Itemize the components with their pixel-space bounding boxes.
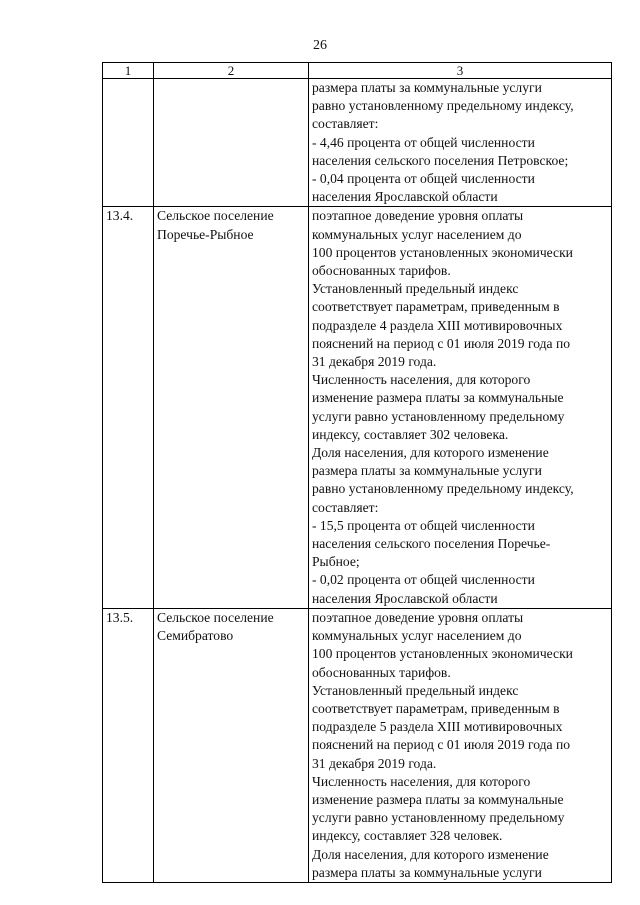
description-line: населения сельского поселения Поречье- (312, 536, 551, 552)
settlement-name-line: Поречье-Рыбное (157, 226, 254, 242)
description-line: Установленный предельный индекс (312, 281, 519, 297)
description-line: - 0,02 процента от общей численности (312, 572, 535, 588)
description-line: обоснованных тарифов. (312, 664, 451, 680)
description-line: Численность населения, для которого (312, 773, 531, 789)
description-line: 100 процентов установленных экономически (312, 244, 573, 260)
row-description (309, 207, 612, 608)
table-header-row (103, 63, 612, 79)
settlement-name-line: Семибратово (157, 628, 234, 644)
settlement-name (154, 79, 309, 207)
description-line: равно установленному предельному индексу, (312, 98, 574, 114)
description-line: 31 декабря 2019 года. (312, 755, 437, 771)
description-line: поэтапное доведение уровня оплаты (312, 208, 524, 224)
description-line: размера платы за коммунальные услуги (312, 80, 542, 95)
description-line: составляет: (312, 116, 379, 132)
description-line: поэтапное доведение уровня оплаты (312, 609, 524, 625)
description-line: коммунальных услуг населением до (312, 628, 522, 644)
description-line: коммунальных услуг населением до (312, 226, 522, 242)
description-line: услуги равно установленному предельному (312, 810, 565, 826)
description-line: обоснованных тарифов. (312, 263, 451, 279)
description-line: услуги равно установленному предельному (312, 408, 565, 424)
description-line: изменение размера платы за коммунальные (312, 791, 564, 807)
description-line: составляет: (312, 499, 379, 515)
description-line: изменение размера платы за коммунальные (312, 390, 564, 406)
settlement-name-line: Сельское поселение (157, 609, 274, 625)
table-row (103, 207, 612, 608)
row-number: 13.5. (103, 608, 154, 882)
settlement-name-line: Сельское поселение (157, 208, 274, 224)
description-line: 31 декабря 2019 года. (312, 354, 437, 370)
description-line: индексу, составляет 302 человека. (312, 426, 509, 442)
description-line: 100 процентов установленных экономически (312, 646, 573, 662)
page-number: 26 (313, 38, 327, 53)
description-line: Рыбное; (312, 554, 360, 570)
column-header-3: 3 (309, 63, 612, 79)
description-line: - 4,46 процента от общей численности (312, 134, 535, 150)
description-line: - 15,5 процента от общей численности (312, 517, 535, 533)
table-row (103, 608, 612, 882)
description-line: размера платы за коммунальные услуги (312, 463, 542, 479)
column-header-2: 2 (154, 63, 309, 79)
description-line: - 0,04 процента от общей численности (312, 171, 535, 187)
description-line: пояснений на период с 01 июля 2019 года по (312, 737, 571, 753)
description-line: Доля населения, для которого изменение (312, 846, 549, 862)
description-line: равно установленному предельному индексу, (312, 481, 574, 497)
description-line: индексу, составляет 328 человек. (312, 828, 503, 844)
description-line: соответствует параметрам, приведенным в (312, 700, 560, 716)
description-line: населения Ярославской области (312, 189, 498, 205)
description-line: населения Ярославской области (312, 590, 498, 606)
description-line: соответствует параметрам, приведенным в (312, 299, 560, 315)
description-line: подразделе 5 раздела XIII мотивировочных (312, 719, 563, 735)
description-line: Численность населения, для которого (312, 372, 531, 388)
row-description (309, 608, 612, 882)
description-line: Доля населения, для которого изменение (312, 445, 549, 461)
settlement-name (154, 608, 309, 882)
description-line: населения сельского поселения Петровское; (312, 152, 569, 168)
tariff-table (102, 62, 612, 883)
row-description (309, 79, 612, 207)
column-header-1: 1 (103, 63, 154, 79)
table-row (103, 79, 612, 207)
description-line: размера платы за коммунальные услуги (312, 864, 542, 880)
description-line: подразделе 4 раздела XIII мотивировочных (312, 317, 563, 333)
description-line: Установленный предельный индекс (312, 682, 519, 698)
row-number (103, 79, 154, 207)
settlement-name (154, 207, 309, 608)
row-number: 13.4. (103, 207, 154, 608)
description-line: пояснений на период с 01 июля 2019 года по (312, 335, 571, 351)
